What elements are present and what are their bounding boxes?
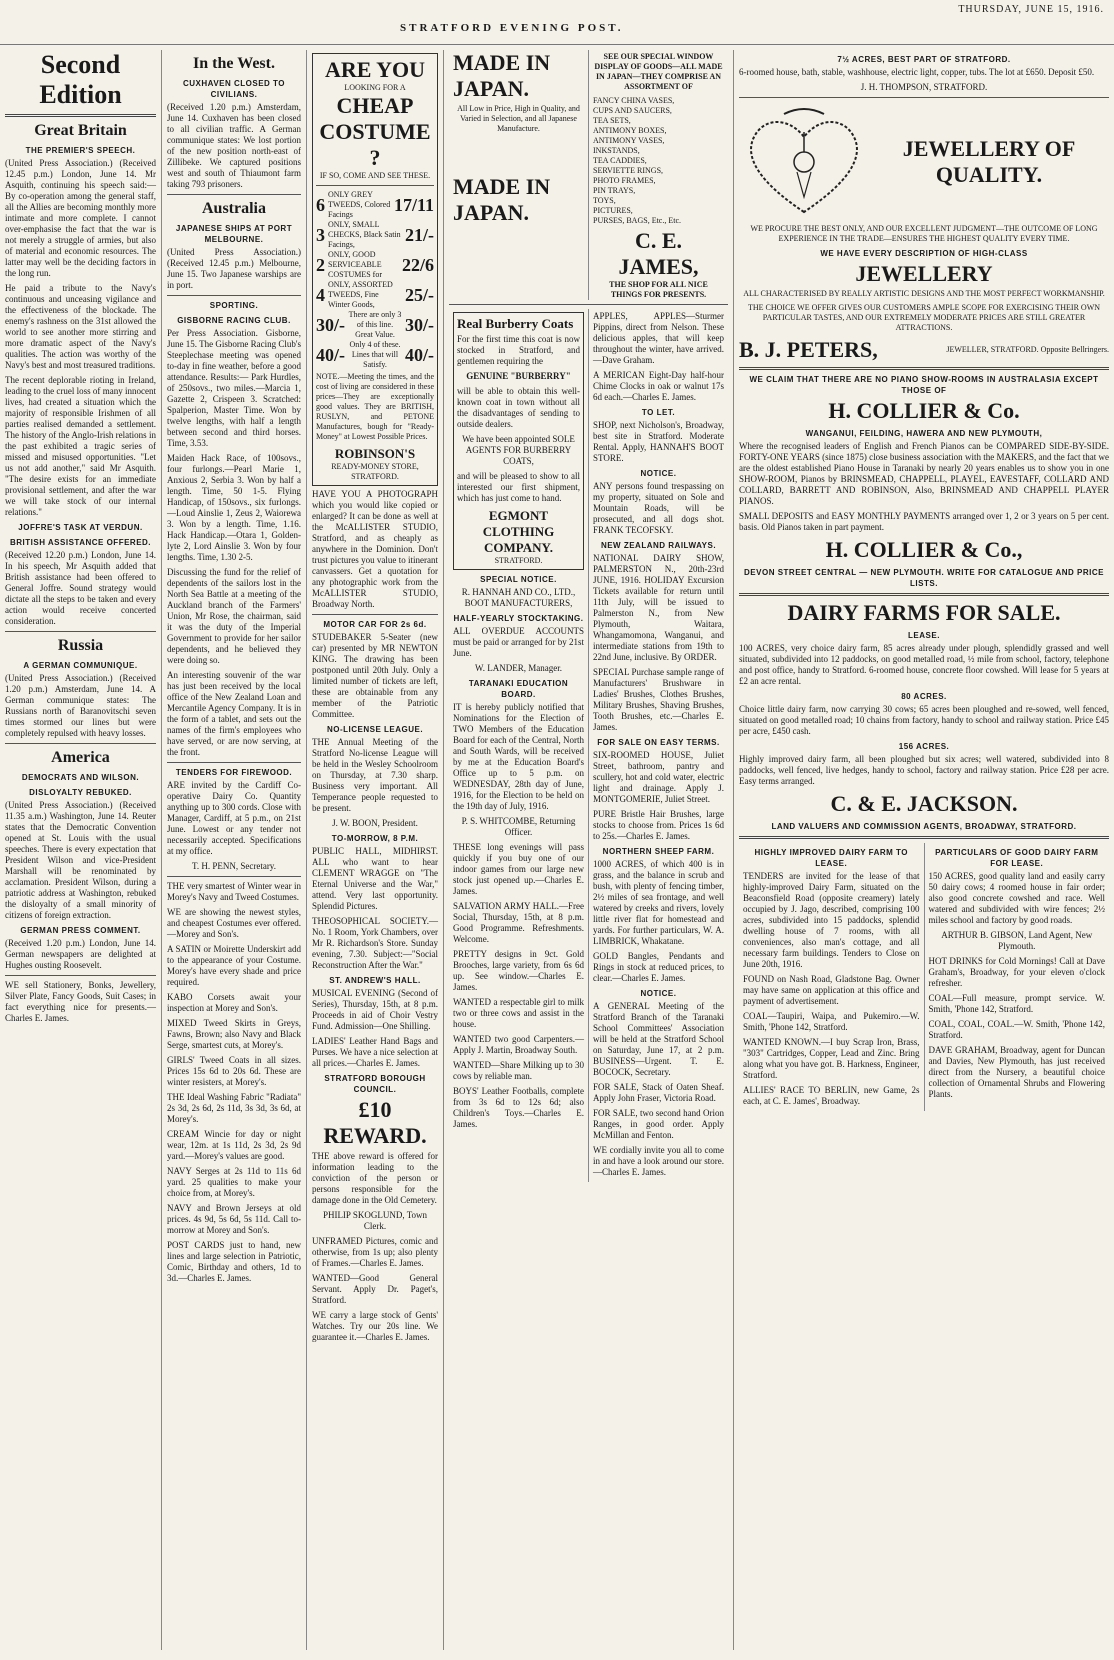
item-text: ONLY, SMALL CHECKS, Black Satin Facings,: [328, 220, 401, 249]
classified-ad: WANTED two good Carpenters.—Apply J. Martin, Broadway South.: [453, 1034, 584, 1055]
classified-ad: HAVE YOU A PHOTOGRAPH which you would like copied or enlarged? It can be done as well at the McALLISTER STUDIO, Stratford, and as cheaply as anywhere in the Dominion. Don't trust pictures you value to itinerant canvassers. Get a quotation for any photographic work from the McALLISTER STUDIO, Broadway North.: [312, 489, 438, 609]
lower-classifieds: [449, 309, 728, 1182]
list-item: INKSTANDS,: [593, 146, 640, 155]
article-text: Per Press Association. Gisborne, June 15. The Gisborne Racing Club's Steeplechase meeting was opened to-day in fine weather, before a good attendance. Results:— Park Hurdles, of 250sovs., two miles.—Marcia 1, Gazette 2, Crispeen 3. Scratched: Spalperion, Master Time. Won by twelve lengths, with half a length between second and third horses. Time, 3.53.: [167, 328, 301, 448]
signature: ARTHUR B. GIBSON, Land Agent, New Plymouth.: [941, 930, 1093, 951]
classified-ad: LADIES' Leather Hand Bags and Purses. We have a nice selection at all prices.—Charles E. James.: [312, 1036, 438, 1068]
list-item: TOYS,: [593, 196, 616, 205]
shop-tagline: THE SHOP FOR ALL NICE THINGS FOR PRESENTS.: [609, 280, 708, 299]
headline: TENDERS FOR FIREWOOD.: [175, 768, 293, 777]
classified-ad: SALVATION ARMY HALL.—Free Social, Thursday, 15th, at 8 p.m. Good Programme. Refreshments. Welcome.: [453, 901, 584, 944]
signature: T. H. PENN, Secretary.: [192, 861, 276, 871]
classified-ad: PRETTY designs in 9ct. Gold Brooches, large variety, from 6s 6d up. See window.—Charles E. James.: [453, 949, 584, 992]
classified-ad: NAVY and Brown Jerseys at old prices. 4s 9d, 5s 6d, 5s 11d. Call to-morrow at Morey and Son's.: [167, 1203, 301, 1235]
section-russia: Russia: [57, 637, 104, 654]
jeweller-name: B. J. PETERS,: [739, 337, 878, 362]
column-4: [444, 50, 734, 1650]
headline: SPECIAL NOTICE.: [480, 575, 557, 584]
classified-ad: COAL—Taupiri, Waipa, and Pukemiro.—W. Smith, 'Phone 142, Stratford.: [743, 1011, 920, 1032]
ad-text: Choice little dairy farm, now carrying 30 cows; 65 acres been ploughed and re-sowed, well fenced, situated on good metalled road; 10 chains from factory, handy to school and railway station. Price £45 per acre, £450 cash.: [739, 704, 1109, 736]
classified-ad: 150 ACRES, good quality land and easily carry 50 dairy cows; 4 roomed house in fair order; also good concrete cowshed and race. Well watered and subdivided with wire fences; 2½ miles school and factory by good roads.: [928, 871, 1105, 925]
ad-text: 100 ACRES, very choice dairy farm, 85 acres already under plough, splendidly grassed and well situated, subdivided into 12 paddocks, on good metalled road, ½ mile from school, factory, telephone and post office, handy to Stratford. 6-roomed house, concrete floor cowshed. Will lease for 5 years at £2 an acre rental.: [739, 643, 1109, 686]
issue-date: THURSDAY, JUNE 15, 1916.: [958, 4, 1104, 15]
classified-ad: 6-roomed house, bath, stable, washhouse, electric light, copper, tubs. The lot at £650. Deposit £50.: [739, 67, 1095, 77]
classified-ad: THE Annual Meeting of the Stratford No-license League will be held in the Wesley Schoolroom on Thursday, at 7.30 sharp. Business very important. All Temperance people requested to be present.: [312, 737, 438, 813]
article-text: (United Press Association.) (Received 12.45 p.m.) Melbourne, June 15. Two Japanese warships are in port.: [167, 247, 301, 290]
ad-line: IF SO, COME AND SEE THESE.: [319, 171, 431, 180]
classified-ad: APPLES, APPLES—Sturmer Pippins, direct from Nelson. These delicious apples, that will keep throughout the winter, have arrived.—Dave Graham.: [593, 311, 724, 365]
item-text: Only 4 of these. Lines that will Satisfy.: [349, 340, 401, 369]
classified-ad: KABO Corsets await your inspection at Morey and Son's.: [167, 992, 301, 1013]
list-item: TEA SETS,: [593, 116, 631, 125]
classified-ad: WANTED KNOWN.—I buy Scrap Iron, Brass, "303" Cartridges, Copper, Lead and Zinc. Bring along what you have got. B. Harkness, Engineer, Stratford.: [743, 1037, 920, 1080]
ad-text: ALL OVERDUE ACCOUNTS must be paid or arranged for by 21st June.: [453, 626, 584, 658]
classified-ad: GOLD Bangles, Pendants and Rings in stock at reduced prices, to clear.—Charles E. James.: [593, 951, 724, 983]
headline: 156 ACRES.: [898, 742, 950, 751]
article-text: The recent deplorable rioting in Ireland, leading to the cruel loss of many innocent lives, had created a situation which the majority of responsible Irishmen of all parties realised demanded a settlement. The history of the Anglo-Irish relations in the past exhibited a tragic series of missed and misused opportunities. "Let us not add another," said Mr Asquith. "The desire exists for an immediate provisional settlement, and after the war we will take stock of our internal relations.": [5, 375, 156, 517]
headline: GISBORNE RACING CLUB.: [177, 316, 291, 325]
classified-ad: CREAM Wincie for day or night wear, 12m. at 1s 11d, 2s 3d, 2s 9d yard.—Morey's values are good.: [167, 1129, 301, 1161]
headline: HALF-YEARLY STOCKTAKING.: [453, 614, 584, 623]
headline: TO LET.: [641, 408, 676, 417]
classified-ad: ANY persons found trespassing on my property, situated on Sole and Mountain Roads, will be prosecuted, and all dogs shot. FRANK TECOFSKY.: [593, 481, 724, 535]
collier-heading: H. COLLIER & Co.: [828, 398, 1020, 423]
goods-list: [593, 96, 724, 226]
ad-text: All Low in Price, High in Quality, and Varied in Selection, and all Japanese Manufacture.: [457, 104, 580, 133]
signature: W. LANDER, Manager.: [475, 663, 562, 673]
item-price: 40/-: [316, 344, 345, 365]
headline: TARANAKI EDUCATION BOARD.: [468, 679, 569, 699]
article-text: (Received 1.20 p.m.) London, June 14. German newspapers are delighted at Hughes ousting Roosevelt.: [5, 938, 156, 970]
item-price: 22/6: [401, 254, 434, 275]
classified-ad: A GENERAL Meeting of the Stratford Branch of the Taranaki School Committees' Association will be held at the Stratford School on Saturday, June 17, at 2 p.m. BUSINESS—Urgent. T. E. BOCOCK, Secretary.: [593, 1001, 724, 1077]
list-item: PURSES, BAGS, Etc., Etc.: [593, 216, 682, 225]
classified-ad: THEOSOPHICAL SOCIETY.—No. 1 Room, York Chambers, over Mr R. Richardson's Store. Sunday evening, 7.30. Subject:—"Social Reconstruction After the War.": [312, 916, 438, 970]
headline: STRATFORD BOROUGH COUNCIL.: [324, 1074, 426, 1094]
ad-headline: CHEAP COSTUME ?: [319, 93, 431, 170]
store-name: ROBINSON'S: [334, 446, 416, 461]
classified-ad: A SATIN or Moirette Underskirt add to the appearance of your Costume. Morey's have every shade and price required.: [167, 944, 301, 987]
headline: THE PREMIER'S SPEECH.: [25, 146, 136, 155]
classified-ad: MUSICAL EVENING (Second of Series), Thursday, 15th, at 8 p.m. Proceeds in aid of Choir Vestry Fund. Admission—One Shilling.: [312, 988, 438, 1031]
classified-ad: WE cordially invite you all to come in and have a look around our store.—Charles E. James.: [593, 1145, 724, 1177]
ad-text: Highly improved dairy farm, all been ploughed but six acres; well watered, subdivided into 8 paddocks, well fenced, live hedges, handy to school, factory and railway station. Price £28 per acre. Easy terms arranged.: [739, 754, 1109, 786]
ad-text: R. HANNAH AND CO., LTD., BOOT MANUFACTURERS,: [461, 587, 576, 608]
article-text: (United Press Association.) (Received 11.35 a.m.) Washington, June 14. Reuter states that the Democratic Convention opened at St. Louis with the usual speeches. There is every expectation that President Wilson and vice-President Marshall will be renominated by acclamation. President Wilson, during a patriotic address at Washington, rebuked the disloyalty of a small minority of citizens of foreign extraction.: [5, 800, 156, 920]
company-name: EGMONT CLOTHING COMPANY.: [482, 508, 555, 555]
collier-heading: H. COLLIER & Co.,: [825, 537, 1023, 562]
column-3: [307, 50, 444, 1650]
headline: TO-MORROW, 8 P.M.: [331, 834, 419, 843]
headline: WE CLAIM THAT THERE ARE NO PIANO SHOW-ROOMS IN AUSTRALASIA EXCEPT THOSE OF: [749, 375, 1099, 395]
quantity: 4: [316, 284, 325, 305]
ad-text: WE PROCURE THE BEST ONLY, AND OUR EXCELLENT JUDGMENT—THE OUTCOME OF LONG EXPERIENCE IN THE TRADE—ENSURES THE HIGHEST QUALITY EVERY TIME.: [750, 224, 1098, 243]
classified-ad: BOYS' Leather Footballs, complete from 3s 6d to 12s 6d; also Children's Toys.—Charles E. James.: [453, 1086, 584, 1129]
list-item: FANCY CHINA VASES,: [593, 96, 675, 105]
quantity: 2: [316, 254, 325, 275]
ad-text: will be able to obtain this well-known coat in town without all the disadvantages of sending to outside dealers.: [457, 386, 580, 429]
classified-ad: WANTED a respectable girl to milk two or three cows and assist in the house.: [453, 997, 584, 1029]
headline: HIGHLY IMPROVED DAIRY FARM TO LEASE.: [754, 848, 908, 868]
made-in-japan-heading: MADE IN JAPAN.: [453, 174, 551, 225]
classified-ad: WE carry a large stock of Gents' Watches. Try our 20s line. We guarantee it.—Charles E. James.: [312, 1310, 438, 1342]
quantity: 6: [316, 194, 325, 215]
burberry-ad: [453, 312, 584, 570]
headline: DISLOYALTY REBUKED.: [29, 788, 132, 797]
ad-title: Real Burberry Coats: [457, 316, 574, 331]
classified-ad: TENDERS are invited for the lease of that highly-improved Dairy Farm, situated on the Beaconsfield Road (opposite creamery) lately occupied by J. Jago, described, comprising 100 acres, subdivided into 15 paddocks, splendid dwelling house of 7 rooms, with all conveniences, also man's cottage, and all necessary farm buildings. Tenders to Close on June 20th, 1916.: [743, 871, 920, 969]
section-australia: Australia: [202, 200, 266, 217]
price-row: [316, 280, 434, 310]
classified-ad: NAVY Serges at 2s 11d to 11s 6d yard. 25 qualities to make your choice from, at Morey's.: [167, 1166, 301, 1198]
dairy-farms-heading: DAIRY FARMS FOR SALE.: [787, 600, 1061, 625]
headline: GERMAN PRESS COMMENT.: [20, 926, 141, 935]
ad-note: NOTE.—Meeting the times, and the cost of living are considered in these prices—They are exceptionally good values. They are BRITISH, RUSLYN, and PETONE Manufactures, bough for "Ready-Money" at Lowest Possible Prices.: [316, 372, 434, 441]
item-price: 25/-: [405, 284, 434, 305]
price-row: [316, 310, 434, 340]
heart-pendant-icon: [739, 102, 869, 222]
list-item: SERVIETTE RINGS,: [593, 166, 664, 175]
list-item: ANTIMONY BOXES,: [593, 126, 667, 135]
ad-text: and will be pleased to show to all interested our first shipment, which has just come to hand.: [457, 471, 580, 503]
headline: NO-LICENSE LEAGUE.: [326, 725, 424, 734]
signature: PHILIP SKOGLUND, Town Clerk.: [322, 1210, 428, 1231]
classified-ad: WANTED—Share Milking up to 30 cows by reliable man.: [453, 1060, 584, 1081]
headline: WANGANUI, FEILDING, HAWERA AND NEW PLYMOUTH,: [805, 429, 1043, 438]
list-item: PHOTO FRAMES,: [593, 176, 656, 185]
classified-ad: MIXED Tweed Skirts in Greys, Fawns, Brown; also Navy and Black Serge, smartest cuts, at Morey's.: [167, 1018, 301, 1050]
list-item: PICTURES,: [593, 206, 633, 215]
article-text: (Received 1.20 p.m.) Amsterdam, June 14. Cuxhaven has been closed to all civilian traffic. A German communique states: We lost portion of the new position north-east of Zillibeke. We captured positions west and south of Thiaumont farm taking 793 prisoners.: [167, 102, 301, 189]
price-row: [316, 220, 434, 250]
price-row: [316, 190, 434, 220]
headline: BRITISH ASSISTANCE OFFERED.: [9, 538, 152, 547]
ad-text: For the first time this coat is now stocked in Stratford, and gentlemen requiring the: [457, 334, 580, 366]
company-location: STRATFORD.: [494, 556, 543, 565]
classified-ad: GIRLS' Tweed Coats in all sizes. Prices 15s 6d to 20s 6d. These are winter resisters, at Morey's.: [167, 1055, 301, 1087]
classified-ad: SPECIAL Purchase sample range of Manufacturers' Brushware in Ladies' Brushes, Clothes Brushes, Military Brushes, Shaving Brushes, Tooth Brushes, etc.—Charles E. James.: [593, 667, 724, 732]
edition-heading: Second Edition: [39, 50, 122, 109]
section-america: America: [51, 749, 110, 766]
item-price: 40/-: [405, 344, 434, 365]
item-text: ONLY GREY TWEEDS, Colored Facings: [328, 190, 391, 219]
classified-ad: THE Ideal Washing Fabric "Radiata" 2s 3d, 2s 6d, 2s 11d, 3s 3d, 3s 6d, at Morey's.: [167, 1092, 301, 1124]
classified-ad: FOR SALE, Stack of Oaten Sheaf. Apply John Fraser, Victoria Road.: [593, 1082, 724, 1103]
article-text: He paid a tribute to the Navy's continuous and unceasing vigilance and the effectiveness of the blockade. The enemy's rashness on the 31st allowed the world to see another more stirring and more dramatic aspect of the Navy's qualities. The action was worthy of the Navy's best and most treasured traditions.: [5, 283, 156, 370]
section-west: In the West.: [193, 55, 275, 72]
ad-text: GENUINE "BURBERRY": [466, 371, 571, 381]
classified-ad: PUBLIC HALL, MIDHIRST. ALL who want to hear CLEMENT WRAGGE on "The Eternal Universe and the War," attend. Very last opportunity. Splendid Pictures.: [312, 846, 438, 911]
price-row: [316, 340, 434, 370]
classified-ad: COAL—Full measure, prompt service. W. Smith, 'Phone 142, Stratford.: [928, 993, 1105, 1014]
lower-classifieds: [739, 843, 1109, 1111]
headline: JOFFRE'S TASK AT VERDUN.: [18, 523, 143, 532]
jeweller-address: JEWELLER, STRATFORD. Opposite Bellringers.: [946, 345, 1109, 354]
classified-ad: DAVE GRAHAM, Broadway, agent for Duncan and Davies, New Plymouth, has just received direct from the Nursery, a beautiful choice collection of Ornamental Shrubs and Flowering Plants.: [928, 1045, 1105, 1099]
costume-ad: [312, 53, 438, 486]
japan-ad: [449, 50, 728, 305]
headline: LEASE.: [908, 631, 940, 640]
headline: DEVON STREET CENTRAL — NEW PLYMOUTH. WRITE FOR CATALOGUE AND PRICE LISTS.: [744, 568, 1104, 588]
ad-subtitle: LOOKING FOR A: [344, 83, 406, 92]
made-in-japan-heading: MADE IN JAPAN.: [453, 50, 551, 101]
item-price: 30/-: [405, 314, 434, 335]
article-text: (Received 12.20 p.m.) London, June 14. In his speech, Mr Asquith added that British assistance had been offered to General Joffre. Sound strategy would dictate all the steps to be taken and every action would receive concerted consideration.: [5, 550, 156, 626]
classified-ad: POST CARDS just to hand, new lines and large selection in Patriotic, Comic, Birthday and others, 1d to 3d.—Charles E. James.: [167, 1240, 301, 1283]
list-item: ANTIMONY VASES,: [593, 136, 665, 145]
article-text: ARE invited by the Cardiff Co-operative Dairy Co. Quantity anything up to 300 cords. Close with Manager, Cardiff, at 5 p.m., on 21st June. Lowest or any tender not necessarily accepted. Specifications at my office.: [167, 780, 301, 856]
reward-heading: £10 REWARD.: [323, 1097, 427, 1148]
headline: PARTICULARS OF GOOD DAIRY FARM FOR LEASE.: [935, 848, 1099, 868]
jewellery-quality-heading: JEWELLERY OF QUALITY.: [902, 136, 1076, 187]
masthead: [0, 0, 1114, 45]
classified-ad: NATIONAL DAIRY SHOW, PALMERSTON N., 20th-23rd JUNE, 1916. HOLIDAY Excursion Tickets available for return until 11th July, will be issued to Palmerston N., from New Plymouth, Waitara, Whangamomona, Wanganui, and intermediate stations from 19th to 22nd June, inclusive. By ORDER.: [593, 553, 724, 662]
classified-ad: COAL, COAL, COAL.—W. Smith, 'Phone 142, Stratford.: [928, 1019, 1105, 1040]
ad-text: SMALL DEPOSITS and EASY MONTHLY PAYMENTS arranged over 1, 2 or 3 years on 5 per cent. basis. Old Pianos taken in part payment.: [739, 511, 1109, 532]
classified-ad: UNFRAMED Pictures, comic and otherwise, from 1s up; also plenty of Frames.—Charles E. James.: [312, 1236, 438, 1268]
item-price: 30/-: [316, 314, 345, 335]
column-1: [0, 50, 162, 1650]
ad-text: SEE OUR SPECIAL WINDOW DISPLAY OF GOODS—ALL MADE IN JAPAN—THEY COMPRISE AN ASSORTMENT OF: [594, 52, 723, 91]
store-subtitle: READY-MONEY STORE, STRATFORD.: [331, 462, 419, 481]
article-text: (United Press Association.) (Received 12.45 p.m.) London, June 14. Mr Asquith, continuing his speech said:— By co-operation among the general staff, all the Allies are becoming monthly more intimate and more complete. I cannot over-emphasise the fact that the war is not merely a struggle of armies, but also of material and economic resources. The latter may well be the deciding factors in the long run.: [5, 158, 156, 278]
signature: P. S. WHITCOMBE, Returning Officer.: [461, 816, 576, 837]
ad-text: We have been appointed SOLE AGENTS FOR BURBERRY COATS,: [462, 434, 575, 466]
ad-text: IT is hereby publicly notified that Nominations for the Election of TWO Members of the Education Board for each of the Central, North and South Wards, will be received by me at the Education Board's Office up to 5 p.m. on WEDNESDAY, 28th day of June, 1916, for the Election to be held on the 19th day of July, 1916.: [453, 702, 584, 811]
classified-ad: FOR SALE, two second hand Orion Ranges, in good order. Apply McMillan and Fenton.: [593, 1108, 724, 1140]
item-text: ONLY, GOOD SERVICEABLE COSTUMES for: [328, 250, 383, 279]
headline: SPORTING.: [209, 301, 259, 310]
price-row: [316, 250, 434, 280]
jewellery-heading: JEWELLERY: [855, 261, 993, 286]
section-great-britain: Great Britain: [34, 122, 127, 139]
list-item: TEA CADDIES,: [593, 156, 647, 165]
classified-ad: SIX-ROOMED HOUSE, Juliet Street, bathroom, pantry and scullery, hot and cold water, electric light and drainage. Apply J. MONTGOMERIE, Juliet Street.: [593, 750, 724, 804]
headline: CUXHAVEN CLOSED TO CIVILIANS.: [182, 79, 286, 99]
classified-ad: FOUND on Nash Road, Gladstone Bag. Owner may have same on application at this office and payment of advertisement.: [743, 974, 920, 1006]
classified-ad: HOT DRINKS for Cold Mornings! Call at Dave Graham's, Broadway, for your eleven o'clock refresher.: [928, 956, 1105, 988]
article-text: Discussing the fund for the relief of dependents of the sailors lost in the North Sea Battle at a meeting of the Auckland branch of the Farmers' Union, Mr Rose, the chairman, said it was the duty of the Imperial Government to provide for her sailor dependents, and he believed they were doing so.: [167, 567, 301, 665]
headline: A GERMAN COMMUNIQUE.: [23, 661, 138, 670]
headline: ST. ANDREW'S HALL.: [329, 976, 421, 985]
headline: 7½ ACRES, BEST PART OF STRATFORD.: [837, 55, 1011, 64]
column-5: [734, 50, 1114, 1650]
list-item: CUPS AND SAUCERS,: [593, 106, 672, 115]
classified-ad: THE very smartest of Winter wear in Morey's Navy and Tweed Costumes.: [167, 881, 301, 902]
classified-ad: PURE Bristle Hair Brushes, large stocks to choose from. Prices 1s 6d to 25s.—Charles E. James.: [593, 809, 724, 841]
article-text: (United Press Association.) (Received 1.20 p.m.) Amsterdam, June 14. A German communique states: The Russians north of Baranovitschi seven times stormed our lines but were completely repulsed with heavy losses.: [5, 673, 156, 738]
article-text: An interesting souvenir of the war has just been received by the local office of the New Zealand Loan and Mercantile Agency Company. It is in the form of a tablet, and sets out the names of the firm's employees who have served, or are now serving, at the front.: [167, 670, 301, 757]
headline: JAPANESE SHIPS AT PORT MELBOURNE.: [175, 224, 293, 244]
ad-text: ALL CHARACTERISED BY REALLY ARTISTIC DESIGNS AND THE MOST PERFECT WORKMANSHIP.: [743, 289, 1105, 298]
signature: J. W. BOON, President.: [332, 818, 418, 828]
item-text: There are only 3 of this line. Great Value.: [348, 310, 402, 339]
classified-ad: STUDEBAKER 5-Seater (new car) presented by MR NEWTON KING. The drawing has been postponed until 20th July. Only a limited number of tickets are left, these are obtainable from any member of the Patriotic Committee.: [312, 632, 438, 719]
headline: NOTICE.: [640, 989, 677, 998]
headline: WE HAVE EVERY DESCRIPTION OF HIGH-CLASS: [820, 249, 1028, 258]
headline: NORTHERN SHEEP FARM.: [602, 847, 715, 856]
item-text: ONLY, ASSORTED TWEEDS, Fine Winter Goods,: [328, 280, 393, 309]
classified-ad: SHOP, next Nicholson's, Broadway, best site in Stratford. Moderate Rental. Apply, HANNAH'S BOOT STORE.: [593, 420, 724, 463]
item-price: 21/-: [405, 224, 434, 245]
classified-ad: THESE long evenings will pass quickly if you buy one of our indoor games from our large new stock just opened up.—Charles E. James.: [453, 842, 584, 896]
classified-ad: A MERICAN Eight-Day half-hour Chime Clocks in oak or walnut 17s 6d each.—Charles E. James.: [593, 370, 724, 402]
list-item: PIN TRAYS,: [593, 186, 636, 195]
ad-title: ARE YOU: [324, 57, 426, 82]
shop-name: C. E. JAMES,: [618, 228, 699, 279]
classified-ad: ALLIES' RACE TO BERLIN, new Game, 2s each, at C. E. James', Broadway.: [743, 1085, 920, 1106]
classified-ad: WE sell Stationery, Bonks, Jewellery, Silver Plate, Fancy Goods, Suit Cases; in fact everything nice for presents.—Charles E. James.: [5, 980, 156, 1023]
jewellery-ad-header: [739, 102, 1109, 222]
item-price: 17/11: [393, 194, 434, 215]
paper-name: STRATFORD EVENING POST.: [400, 22, 624, 34]
classified-ad: WE are showing the newest styles, and cheapest Costumes ever offered.—Morey and Son's.: [167, 907, 301, 939]
column-2: [162, 50, 307, 1650]
peters-row: [739, 337, 1109, 363]
headline: FOR SALE ON EASY TERMS.: [597, 738, 720, 747]
headline: NEW ZEALAND RAILWAYS.: [600, 541, 717, 550]
quantity: 3: [316, 224, 325, 245]
classified-ad: WANTED—Good General Servant. Apply Dr. Paget's, Stratford.: [312, 1273, 438, 1305]
headline: 80 ACRES.: [901, 692, 947, 701]
headline: NOTICE.: [640, 469, 677, 478]
jackson-heading: C. & E. JACKSON.: [830, 791, 1018, 816]
headline: MOTOR CAR FOR 2s 6d.: [323, 620, 427, 629]
ad-text: Where the recognised leaders of English and French Pianos can be COMPARED SIDE-BY-SIDE. FORTY-ONE YEARS (since 1875) close business association with the MAKERS, and the fact that we are the oldest established Piano House in Taranaki by nearly 20 years enables us to show you in one SHOW-ROOM, Pianos by BRINSMEAD, CHAPPELL, PLAYEL, EAVESTAFF, COLLARD AND COLLARD, BARRETT AND ROBINSON, Also, BRINSMEAD AND CHAPPELL PLAYER PIANOS.: [739, 441, 1109, 506]
article-text: Maiden Hack Race, of 100sovs., four furlongs.—Pearl Marie 1, Anxious 2, Serbia 3. Won by half a length. Time, 50 1-5. Flying Handicap, of 150sovs., six furlongs.—Loud Ainslie 1, Zeus 2, Waiorewa 3. Won by a length. Time, 1.16. Hack Handicap.—Otara 1, Golden-lyte 2, Lord Ainslie 3. Won by four lengths. Time, 1.30 2-5.: [167, 453, 301, 562]
headline: DEMOCRATS AND WILSON.: [21, 773, 140, 782]
headline: LAND VALUERS AND COMMISSION AGENTS, BROADWAY, STRATFORD.: [771, 822, 1077, 831]
classified-ad: THE above reward is offered for information leading to the conviction of the person or persons responsible for the damage done in the Old Cemetery.: [312, 1151, 438, 1205]
ad-text: THE CHOICE WE OFFER GIVES OUR CUSTOMERS AMPLE SCOPE FOR EXERCISING THEIR OWN PARTICULAR TASTES, AND OUR EXTREMELY MODERATE PRICES ARE STILL GREATER ATTRACTIONS.: [747, 303, 1101, 332]
classified-ad: 1000 ACRES, of which 400 is in grass, and the balance in scrub and bush, with plenty of fencing timber, 2½ miles of sea frontage, and well watered by creeks and rivers, lovely little river flat for homestead and yards. For further particulars, W. A. LIMBRICK, Whakatane.: [593, 859, 724, 946]
signature: J. H. THOMPSON, STRATFORD.: [860, 82, 988, 92]
